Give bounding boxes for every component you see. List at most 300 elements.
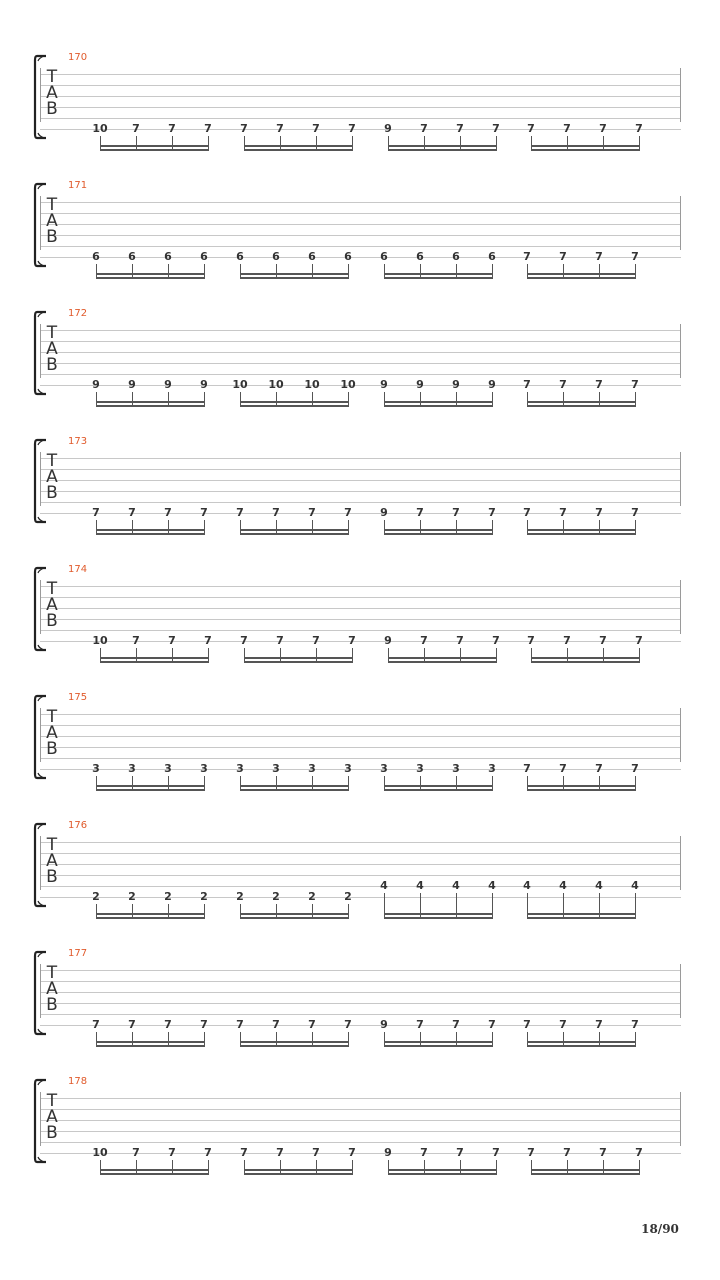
note-beam	[244, 657, 353, 659]
note-stem	[635, 893, 636, 919]
tab-clef-letter: B	[46, 739, 58, 759]
tab-clef-letter: A	[46, 595, 58, 615]
staff-line	[40, 246, 681, 247]
staff-line	[40, 842, 681, 843]
fret-number: 3	[308, 762, 316, 775]
fret-number: 7	[240, 1146, 248, 1159]
fret-number: 3	[200, 762, 208, 775]
staff-line	[40, 235, 681, 236]
fret-number: 7	[132, 1146, 140, 1159]
note-beam	[96, 785, 205, 787]
staff-line	[40, 341, 681, 342]
staff-line	[40, 864, 681, 865]
tab-system	[0, 948, 720, 1076]
note-beam	[240, 1045, 349, 1047]
staff-line	[40, 992, 681, 993]
fret-number: 6	[128, 250, 136, 263]
note-beam	[96, 789, 205, 791]
fret-number: 7	[204, 634, 212, 647]
fret-number: 7	[523, 378, 531, 391]
fret-number: 3	[380, 762, 388, 775]
measure-number: 176	[68, 820, 88, 831]
note-beam	[240, 917, 349, 919]
staff-line	[40, 480, 681, 481]
fret-number: 7	[492, 634, 500, 647]
tab-clef-letter: A	[46, 467, 58, 487]
note-beam	[527, 277, 636, 279]
tab-clef-letter: T	[46, 963, 58, 983]
tab-clef-letter: B	[46, 995, 58, 1015]
end-barline	[680, 1092, 681, 1146]
end-barline	[680, 708, 681, 762]
fret-number: 9	[384, 1146, 392, 1159]
tab-system	[0, 692, 720, 820]
fret-number: 7	[420, 634, 428, 647]
note-beam	[240, 529, 349, 531]
tab-clef-letter: B	[46, 611, 58, 631]
fret-number: 7	[344, 1018, 352, 1031]
tab-clef	[44, 69, 60, 117]
fret-number: 7	[164, 506, 172, 519]
note-beam	[244, 149, 353, 151]
fret-number: 9	[416, 378, 424, 391]
note-beam	[384, 273, 493, 275]
staff-line	[40, 1120, 681, 1121]
note-beam	[388, 1173, 497, 1175]
fret-number: 6	[308, 250, 316, 263]
note-beam	[96, 273, 205, 275]
note-beam	[388, 145, 497, 147]
fret-number: 3	[236, 762, 244, 775]
tab-clef-letter: T	[46, 323, 58, 343]
fret-number: 3	[92, 762, 100, 775]
fret-number: 4	[380, 879, 388, 892]
tab-clef-letter: T	[46, 451, 58, 471]
fret-number: 2	[200, 890, 208, 903]
fret-number: 7	[200, 1018, 208, 1031]
measure-number: 174	[68, 564, 88, 575]
note-beam	[240, 1041, 349, 1043]
note-beam	[96, 401, 205, 403]
note-beam	[384, 917, 493, 919]
note-beam	[384, 789, 493, 791]
fret-number: 7	[523, 1018, 531, 1031]
tab-clef-letter: A	[46, 1107, 58, 1127]
fret-number: 7	[416, 1018, 424, 1031]
note-beam	[527, 917, 636, 919]
fret-number: 7	[559, 250, 567, 263]
note-beam	[388, 661, 497, 663]
note-beam	[244, 661, 353, 663]
fret-number: 7	[128, 1018, 136, 1031]
start-barline	[40, 580, 41, 634]
note-stem	[599, 893, 600, 919]
note-beam	[388, 149, 497, 151]
fret-number: 6	[164, 250, 172, 263]
fret-number: 7	[527, 1146, 535, 1159]
fret-number: 3	[344, 762, 352, 775]
note-beam	[96, 917, 205, 919]
staff-line	[40, 619, 681, 620]
fret-number: 7	[492, 122, 500, 135]
end-barline	[680, 324, 681, 378]
fret-number: 3	[272, 762, 280, 775]
fret-number: 7	[312, 122, 320, 135]
fret-number: 4	[595, 879, 603, 892]
fret-number: 7	[272, 1018, 280, 1031]
note-beam	[100, 1169, 209, 1171]
tab-clef	[44, 581, 60, 629]
fret-number: 7	[312, 634, 320, 647]
fret-number: 7	[559, 1018, 567, 1031]
note-stem	[527, 893, 528, 919]
tab-clef-letter: A	[46, 979, 58, 999]
tab-clef	[44, 197, 60, 245]
note-beam	[388, 1169, 497, 1171]
note-beam	[100, 149, 209, 151]
tab-clef-letter: T	[46, 835, 58, 855]
fret-number: 3	[128, 762, 136, 775]
staff-line	[40, 875, 681, 876]
fret-number: 7	[563, 122, 571, 135]
note-beam	[244, 145, 353, 147]
tab-clef-letter: A	[46, 723, 58, 743]
tab-clef-letter: B	[46, 867, 58, 887]
fret-number: 7	[488, 506, 496, 519]
fret-number: 10	[92, 1146, 108, 1159]
tab-clef-letter: B	[46, 483, 58, 503]
fret-number: 7	[456, 1146, 464, 1159]
fret-number: 7	[168, 1146, 176, 1159]
staff-line	[40, 608, 681, 609]
fret-number: 7	[308, 506, 316, 519]
tab-clef-letter: T	[46, 707, 58, 727]
fret-number: 7	[452, 506, 460, 519]
staff-line	[40, 363, 681, 364]
staff-line	[40, 224, 681, 225]
tab-clef-letter: B	[46, 227, 58, 247]
note-beam	[96, 1045, 205, 1047]
note-beam	[531, 145, 640, 147]
fret-number: 9	[488, 378, 496, 391]
note-stem	[492, 893, 493, 919]
staff-line	[40, 1109, 681, 1110]
fret-number: 7	[236, 1018, 244, 1031]
start-barline	[40, 452, 41, 506]
fret-number: 7	[344, 506, 352, 519]
staff-line	[40, 886, 681, 887]
tab-system	[0, 180, 720, 308]
fret-number: 7	[348, 1146, 356, 1159]
tab-system	[0, 820, 720, 948]
fret-number: 7	[559, 762, 567, 775]
fret-number: 9	[380, 506, 388, 519]
note-beam	[240, 533, 349, 535]
fret-number: 2	[308, 890, 316, 903]
tab-clef-letter: B	[46, 99, 58, 119]
fret-number: 7	[240, 122, 248, 135]
tab-clef-letter: T	[46, 579, 58, 599]
note-beam	[384, 277, 493, 279]
fret-number: 6	[92, 250, 100, 263]
tab-clef-letter: T	[46, 1091, 58, 1111]
fret-number: 6	[380, 250, 388, 263]
staff-line	[40, 502, 681, 503]
staff-line	[40, 1014, 681, 1015]
fret-number: 7	[128, 506, 136, 519]
fret-number: 7	[488, 1018, 496, 1031]
fret-number: 7	[348, 634, 356, 647]
fret-number: 10	[232, 378, 248, 391]
fret-number: 7	[452, 1018, 460, 1031]
note-beam	[240, 789, 349, 791]
fret-number: 9	[164, 378, 172, 391]
tab-clef-letter: A	[46, 211, 58, 231]
staff-line	[40, 213, 681, 214]
staff-line	[40, 736, 681, 737]
fret-number: 7	[635, 122, 643, 135]
note-beam	[531, 1169, 640, 1171]
start-barline	[40, 324, 41, 378]
tab-clef	[44, 325, 60, 373]
fret-number: 7	[523, 762, 531, 775]
staff-line	[40, 597, 681, 598]
fret-number: 2	[92, 890, 100, 903]
fret-number: 7	[563, 634, 571, 647]
fret-number: 6	[344, 250, 352, 263]
fret-number: 7	[635, 634, 643, 647]
fret-number: 7	[527, 122, 535, 135]
measure-number: 173	[68, 436, 88, 447]
note-stem	[563, 893, 564, 919]
staff-line	[40, 747, 681, 748]
fret-number: 7	[595, 506, 603, 519]
note-beam	[527, 405, 636, 407]
fret-number: 7	[204, 1146, 212, 1159]
fret-number: 7	[559, 378, 567, 391]
staff-line	[40, 981, 681, 982]
note-beam	[384, 401, 493, 403]
start-barline	[40, 1092, 41, 1146]
fret-number: 2	[344, 890, 352, 903]
fret-number: 7	[420, 122, 428, 135]
start-barline	[40, 836, 41, 890]
fret-number: 2	[128, 890, 136, 903]
fret-number: 7	[276, 634, 284, 647]
tab-clef	[44, 1093, 60, 1141]
fret-number: 7	[200, 506, 208, 519]
note-beam	[527, 913, 636, 915]
measure-number: 172	[68, 308, 88, 319]
tab-system	[0, 564, 720, 692]
tab-clef-letter: B	[46, 1123, 58, 1143]
staff-line	[40, 469, 681, 470]
tab-system	[0, 1076, 720, 1204]
staff-line	[40, 491, 681, 492]
fret-number: 3	[164, 762, 172, 775]
tab-system	[0, 308, 720, 436]
fret-number: 7	[456, 122, 464, 135]
start-barline	[40, 964, 41, 1018]
fret-number: 7	[523, 250, 531, 263]
note-beam	[527, 533, 636, 535]
fret-number: 7	[631, 506, 639, 519]
end-barline	[680, 196, 681, 250]
fret-number: 7	[599, 122, 607, 135]
note-beam	[384, 1045, 493, 1047]
note-beam	[384, 533, 493, 535]
measure-number: 178	[68, 1076, 88, 1087]
staff-line	[40, 1131, 681, 1132]
staff-line	[40, 374, 681, 375]
fret-number: 7	[595, 762, 603, 775]
fret-number: 7	[164, 1018, 172, 1031]
fret-number: 7	[599, 634, 607, 647]
fret-number: 4	[523, 879, 531, 892]
fret-number: 4	[488, 879, 496, 892]
fret-number: 6	[488, 250, 496, 263]
fret-number: 9	[92, 378, 100, 391]
note-beam	[527, 401, 636, 403]
start-barline	[40, 68, 41, 122]
measure-number: 175	[68, 692, 88, 703]
tab-clef-letter: T	[46, 67, 58, 87]
note-stem	[420, 893, 421, 919]
fret-number: 6	[200, 250, 208, 263]
fret-number: 7	[492, 1146, 500, 1159]
fret-number: 7	[631, 1018, 639, 1031]
note-beam	[527, 1041, 636, 1043]
staff-line	[40, 725, 681, 726]
fret-number: 7	[272, 506, 280, 519]
staff-line	[40, 853, 681, 854]
fret-number: 9	[452, 378, 460, 391]
tab-system	[0, 436, 720, 564]
fret-number: 7	[559, 506, 567, 519]
fret-number: 7	[92, 1018, 100, 1031]
note-beam	[527, 529, 636, 531]
note-beam	[244, 1173, 353, 1175]
fret-number: 6	[272, 250, 280, 263]
note-beam	[240, 273, 349, 275]
staff-line	[40, 1098, 681, 1099]
staff-line	[40, 630, 681, 631]
fret-number: 7	[527, 634, 535, 647]
staff-line	[40, 458, 681, 459]
end-barline	[680, 68, 681, 122]
note-beam	[240, 277, 349, 279]
end-barline	[680, 452, 681, 506]
fret-number: 7	[420, 1146, 428, 1159]
note-beam	[96, 277, 205, 279]
staff-line	[40, 330, 681, 331]
fret-number: 2	[164, 890, 172, 903]
measure-number: 170	[68, 52, 88, 63]
fret-number: 7	[132, 634, 140, 647]
tab-system	[0, 52, 720, 180]
note-beam	[384, 1041, 493, 1043]
note-stem	[456, 893, 457, 919]
fret-number: 7	[456, 634, 464, 647]
staff-line	[40, 96, 681, 97]
fret-number: 2	[272, 890, 280, 903]
note-beam	[384, 785, 493, 787]
note-beam	[100, 657, 209, 659]
fret-number: 6	[452, 250, 460, 263]
fret-number: 10	[304, 378, 320, 391]
tab-clef-letter: B	[46, 355, 58, 375]
staff-line	[40, 118, 681, 119]
start-barline	[40, 708, 41, 762]
fret-number: 7	[308, 1018, 316, 1031]
note-beam	[244, 1169, 353, 1171]
note-beam	[96, 533, 205, 535]
note-beam	[527, 789, 636, 791]
fret-number: 3	[488, 762, 496, 775]
fret-number: 3	[416, 762, 424, 775]
tab-clef	[44, 453, 60, 501]
note-beam	[100, 145, 209, 147]
fret-number: 7	[416, 506, 424, 519]
fret-number: 7	[599, 1146, 607, 1159]
fret-number: 4	[452, 879, 460, 892]
staff-line	[40, 85, 681, 86]
note-beam	[240, 405, 349, 407]
staff-line	[40, 970, 681, 971]
note-beam	[240, 785, 349, 787]
note-beam	[527, 273, 636, 275]
end-barline	[680, 964, 681, 1018]
measure-number: 177	[68, 948, 88, 959]
fret-number: 4	[631, 879, 639, 892]
fret-number: 7	[631, 762, 639, 775]
note-beam	[240, 913, 349, 915]
note-beam	[384, 405, 493, 407]
note-beam	[384, 913, 493, 915]
tab-clef	[44, 965, 60, 1013]
fret-number: 9	[128, 378, 136, 391]
staff-line	[40, 1142, 681, 1143]
note-beam	[240, 401, 349, 403]
note-beam	[531, 1173, 640, 1175]
fret-number: 9	[380, 378, 388, 391]
fret-number: 6	[416, 250, 424, 263]
fret-number: 9	[384, 634, 392, 647]
end-barline	[680, 836, 681, 890]
tab-clef-letter: A	[46, 83, 58, 103]
fret-number: 7	[236, 506, 244, 519]
staff-line	[40, 202, 681, 203]
tab-clef-letter: T	[46, 195, 58, 215]
start-barline	[40, 196, 41, 250]
fret-number: 9	[380, 1018, 388, 1031]
tab-clef	[44, 837, 60, 885]
note-beam	[384, 529, 493, 531]
staff-line	[40, 74, 681, 75]
fret-number: 7	[631, 250, 639, 263]
note-stem	[384, 893, 385, 919]
fret-number: 7	[92, 506, 100, 519]
note-beam	[388, 657, 497, 659]
fret-number: 7	[563, 1146, 571, 1159]
note-beam	[100, 1173, 209, 1175]
fret-number: 7	[595, 250, 603, 263]
fret-number: 10	[92, 634, 108, 647]
fret-number: 2	[236, 890, 244, 903]
note-beam	[100, 661, 209, 663]
fret-number: 3	[452, 762, 460, 775]
staff-line	[40, 758, 681, 759]
